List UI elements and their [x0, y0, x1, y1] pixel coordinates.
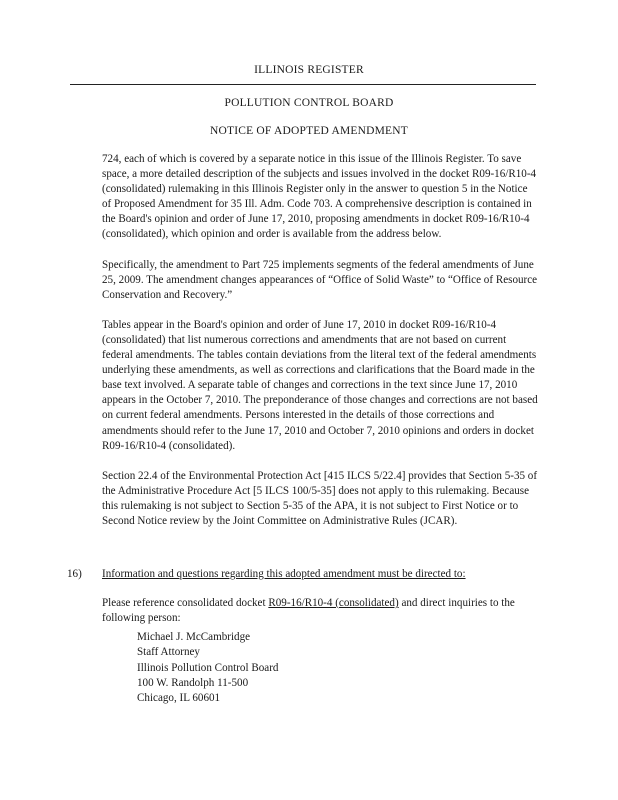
notice-title: NOTICE OF ADOPTED AMENDMENT: [209, 125, 409, 137]
board-name: POLLUTION CONTROL BOARD: [224, 97, 394, 109]
contact-name: Michael J. McCambridge: [137, 631, 251, 643]
reference-paragraph: [102, 596, 538, 626]
paragraph-section-22-4: Section 22.4 of the Environmental Protection Act [415 ILCS 5/22.4] provides that Section 5-35 of the Administrative Procedure Act [5 ILCS 100/5-35] does not apply to this rulemaking. Because this rulemaking is not subject to Section 5-35 of the APA, it is not subject to First Notice or to Second Notice review by the Joint Committee on Administrative Rules (JCAR).: [102, 469, 538, 527]
paragraph-continuation: 724, each of which is covered by a separate notice in this issue of the Illinois Register. To save space, a more detailed description of the subjects and issues involved in the docket R09-16/R10-4 (consolidated) rulemaking in this Illinois Register only in the answer to question 5 in the Notice of Proposed Amendment for 35 Ill. Adm. Code 703. A comprehensive description is contained in the Board's opinion and order of June 17, 2010, proposing amendments in docket R09-16/R10-4 (consolidated), which opinion and order is available from the address below.: [102, 153, 537, 241]
item-number: 16): [67, 568, 82, 580]
register-title: ILLINOIS REGISTER: [254, 64, 364, 76]
contact-city: Chicago, IL 60601: [137, 692, 221, 705]
docket-reference: R09-16/R10-4 (consolidated): [268, 597, 399, 609]
contact-title: Staff Attorney: [137, 646, 200, 659]
item-heading: Information and questions regarding this adopted amendment must be directed to:: [102, 568, 466, 580]
reference-text-after: and direct inquiries to the following person:: [102, 597, 515, 625]
notice-body: [102, 152, 538, 544]
paragraph-tables: Tables appear in the Board's opinion and order of June 17, 2010 in docket R09-16/R10-4 (consolidated) that list numerous corrections and amendments that are not based on current federal amendments. The tables contain deviations from the literal text of the federal amendments underlying these amendments, as well as corrections and clarifications that the Board made in the base text involved. A separate table of changes and corrections in the text since June 17, 2010 appears in the October 7, 2010. The preponderance of those changes and corrections are not based on current federal amendments. Persons interested in the details of those corrections and amendments should refer to the June 17, 2010 and October 7, 2010 opinions and orders in docket R09-16/R10-4 (consolidated).: [102, 318, 538, 452]
contact-organization: Illinois Pollution Control Board: [137, 661, 279, 674]
contact-street: 100 W. Randolph 11-500: [137, 676, 249, 689]
paragraph-part-725: Specifically, the amendment to Part 725 implements segments of the federal amendments of June 25, 2009. The amendment changes appearances of “Office of Solid Waste” to “Office of Resource Conservation and Recovery.”: [102, 258, 538, 301]
contact-block: [137, 630, 278, 706]
header-divider: [70, 84, 536, 85]
reference-text-before: Please reference consolidated docket: [102, 597, 269, 609]
